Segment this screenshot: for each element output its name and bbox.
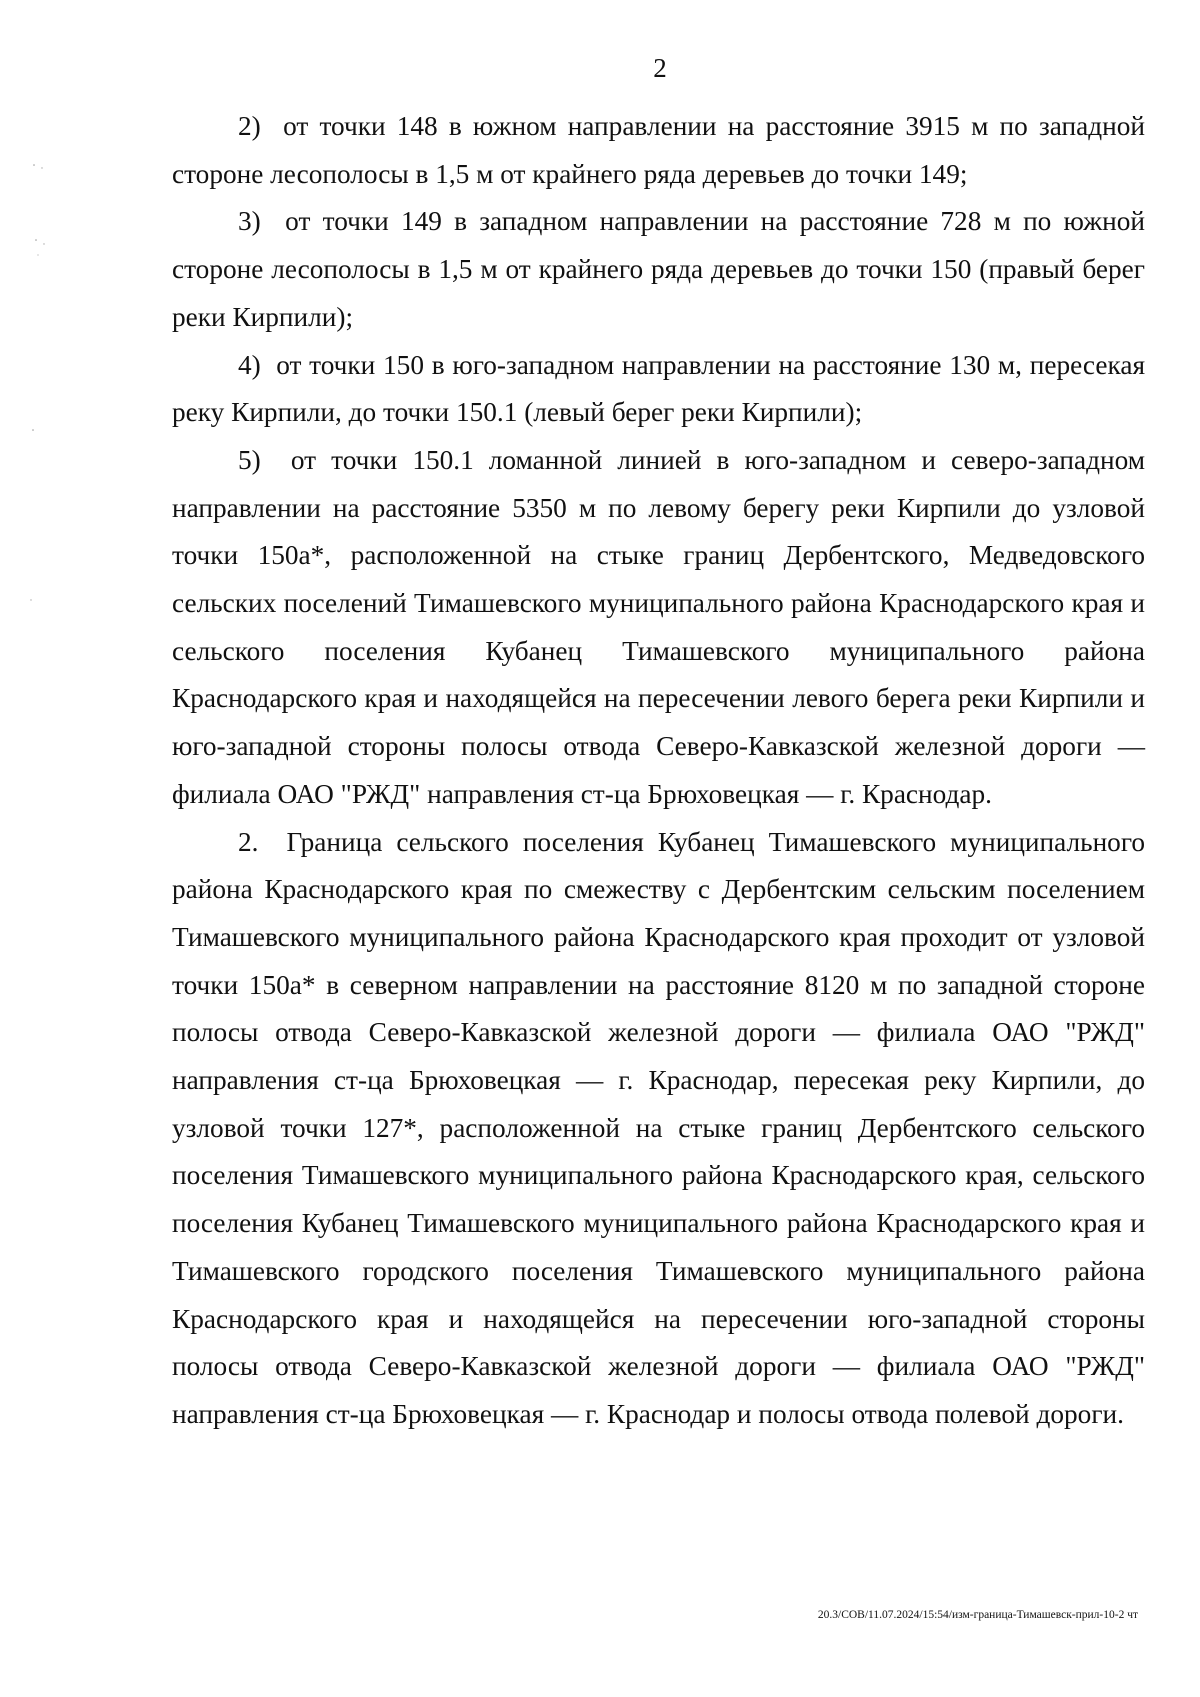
paragraph-item-5: 5) от точки 150.1 ломанной линией в юго-западном и северо-западном направлении на расстояние 5350 м по левому берегу реки Кирпили до узловой точки 150а*, расположенной на стыке границ Дербентского, Медведовского сельских поселений Тимашевского муниципального района Краснодарского края и сельского поселения Кубанец Тимашевского муниципального района Краснодарского края и находящейся на пересечении левого берега реки Кирпили и юго-западной стороны полосы отвода Северо-Кавказской железной дороги — филиала ОАО "РЖД" направления ст-ца Брюховецкая — г. Краснодар.: [172, 444, 1145, 809]
paragraph-item-2: 2) от точки 148 в южном направлении на расстояние 3915 м по западной стороне лесополосы в 1,5 м от крайнего ряда деревьев до точки 149;: [172, 111, 1145, 189]
scan-artifact-dots: [24, 160, 64, 660]
page-number: 2: [653, 53, 667, 83]
document-body: [172, 103, 1145, 1439]
paragraph-item-4: 4) от точки 150 в юго-западном направлении на расстояние 130 м, пересекая реку Кирпили, до точки 150.1 (левый берег реки Кирпили);: [172, 349, 1145, 428]
paragraph-item-3: 3) от точки 149 в западном направлении на расстояние 728 м по южной стороне лесополосы в 1,5 м от крайнего ряда деревьев до точки 150 (правый берег реки Кирпили);: [172, 206, 1145, 332]
paragraph-section-2: 2. Граница сельского поселения Кубанец Тимашевского муниципального района Краснодарского края по смежеству с Дербентским сельским поселением Тимашевского муниципального района Краснодарского края проходит от узловой точки 150а* в северном направлении на расстояние 8120 м по западной стороне полосы отвода Северо-Кавказской железной дороги — филиала ОАО "РЖД" направления ст-ца Брюховецкая — г. Краснодар, пересекая реку Кирпили, до узловой точки 127*, расположенной на стыке границ Дербентского сельского поселения Тимашевского муниципального района Краснодарского края, сельского поселения Кубанец Тимашевского муниципального района Краснодарского края и Тимашевского городского поселения Тимашевского муниципального района Краснодарского края и находящейся на пересечении юго-западной стороны полосы отвода Северо-Кавказской железной дороги — филиала ОАО "РЖД" направления ст-ца Брюховецкая — г. Краснодар и полосы отвода полевой дороги.: [172, 826, 1145, 1429]
document-reference-footer: 20.3/СОВ/11.07.2024/15:54/изм-граница-Тимашевск-прил-10-2 чт: [817, 1609, 1138, 1621]
